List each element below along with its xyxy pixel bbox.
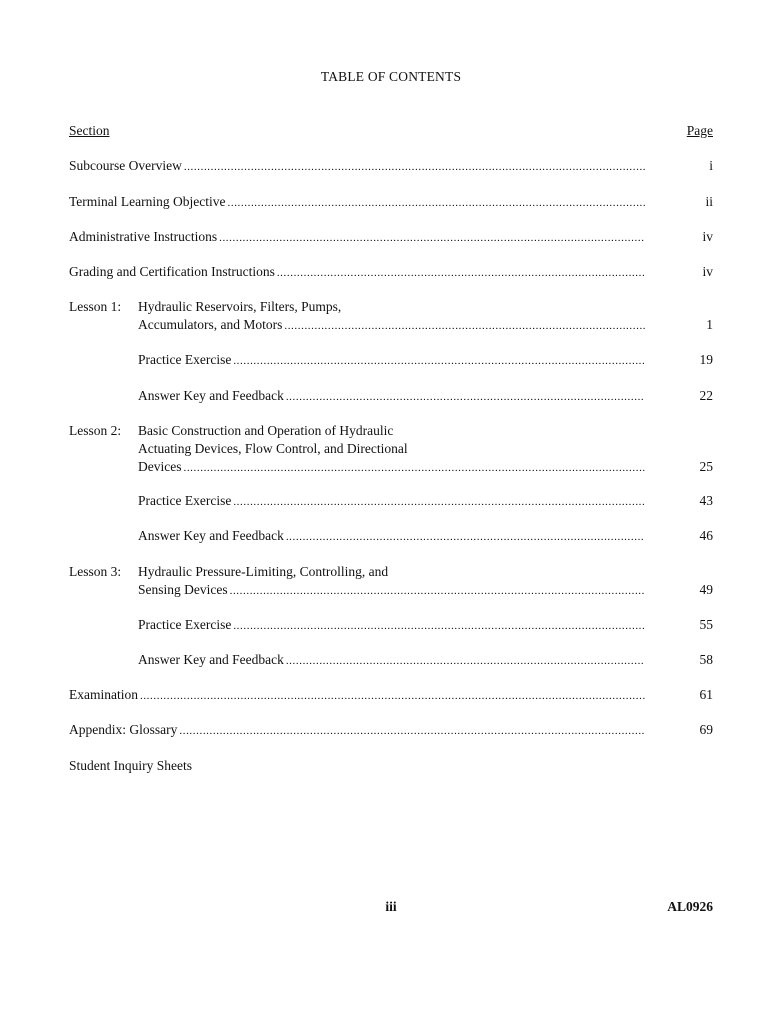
- toc-entry-tlo[interactable]: [69, 193, 713, 211]
- toc-entry-grading[interactable]: [69, 263, 713, 281]
- page-title: TABLE OF CONTENTS: [320, 69, 462, 84]
- dot-leader: [217, 229, 645, 247]
- dot-leader: [138, 687, 645, 705]
- toc-entry-text: Practice Exercise: [138, 493, 232, 508]
- toc-entry-text: Subcourse Overview: [69, 158, 182, 173]
- dot-leader: [228, 582, 645, 600]
- toc-entry-text: Answer Key and Feedback: [138, 388, 284, 403]
- toc-entry-overview[interactable]: [69, 157, 713, 175]
- lesson-title-line: Sensing Devices: [138, 582, 228, 597]
- toc-entry-lesson-2-answer[interactable]: [69, 527, 713, 545]
- lesson-label: Lesson 2:: [69, 423, 122, 438]
- toc-entry-text: Terminal Learning Objective: [69, 194, 226, 209]
- toc-entry-text: Examination: [69, 687, 138, 702]
- dot-leader: [231, 352, 645, 370]
- toc-entry-text: Appendix: Glossary: [69, 722, 178, 737]
- page-column-header: Page: [686, 123, 713, 138]
- toc-entry-lesson-3-practice[interactable]: [69, 616, 713, 634]
- lesson-label: Lesson 1:: [69, 299, 122, 314]
- dot-leader: [284, 388, 645, 406]
- toc-entry-text: Grading and Certification Instructions: [69, 264, 275, 279]
- dot-leader: [182, 158, 645, 176]
- toc-page-number: 49: [699, 582, 713, 597]
- toc-entry-text: Student Inquiry Sheets: [69, 758, 192, 773]
- section-column-header: Section: [69, 123, 110, 138]
- lesson-title-line: Devices: [138, 459, 182, 474]
- toc-page-number: 22: [699, 388, 713, 403]
- toc-page-number: 58: [699, 652, 713, 667]
- lesson-title-line: Hydraulic Reservoirs, Filters, Pumps,: [138, 299, 342, 314]
- toc-entry-lesson-2-practice[interactable]: [69, 492, 713, 510]
- toc-entry-admin[interactable]: [69, 228, 713, 246]
- footer-page-number: iii: [385, 899, 397, 914]
- toc-entry-lesson-3-answer[interactable]: [69, 651, 713, 669]
- dot-leader: [231, 617, 645, 635]
- dot-leader: [275, 264, 645, 282]
- toc-page-number: iv: [702, 264, 713, 279]
- footer-course-code: AL0926: [667, 899, 713, 914]
- dot-leader: [181, 459, 645, 477]
- toc-page-number: iv: [702, 229, 713, 244]
- toc-page-number: 61: [699, 687, 713, 702]
- toc-entry-lesson-3[interactable]: [69, 563, 713, 599]
- toc-entry-text: Practice Exercise: [138, 617, 232, 632]
- dot-leader: [284, 528, 645, 546]
- toc-entry-lesson-1[interactable]: [69, 298, 713, 334]
- toc-page-number: 55: [699, 617, 713, 632]
- toc-page-number: 1: [706, 317, 713, 332]
- toc-page-number: 25: [699, 459, 713, 474]
- toc-entry-text: Practice Exercise: [138, 352, 232, 367]
- toc-page-number: 69: [699, 722, 713, 737]
- toc-page-number: i: [709, 158, 713, 173]
- dot-leader: [177, 722, 645, 740]
- lesson-title-line: Hydraulic Pressure-Limiting, Controlling, and: [138, 564, 389, 579]
- toc-entry-examination[interactable]: [69, 686, 713, 704]
- lesson-title-line: Accumulators, and Motors: [138, 317, 283, 332]
- toc-entry-lesson-1-practice[interactable]: [69, 351, 713, 369]
- lesson-label: Lesson 3:: [69, 564, 122, 579]
- dot-leader: [226, 194, 646, 212]
- toc-page-number: 19: [699, 352, 713, 367]
- toc-page-number: 43: [699, 493, 713, 508]
- lesson-title-line: Actuating Devices, Flow Control, and Directional: [138, 441, 408, 456]
- toc-entry-inquiry[interactable]: [69, 757, 713, 775]
- lesson-title-line: Basic Construction and Operation of Hydraulic: [138, 423, 394, 438]
- toc-entry-lesson-2[interactable]: [69, 422, 713, 476]
- toc-entry-text: Administrative Instructions: [69, 229, 218, 244]
- toc-page-number: ii: [705, 194, 713, 209]
- toc-page-number: 46: [699, 528, 713, 543]
- toc-entry-text: Answer Key and Feedback: [138, 528, 284, 543]
- dot-leader: [282, 317, 645, 335]
- toc-entry-text: Answer Key and Feedback: [138, 652, 284, 667]
- dot-leader: [231, 493, 645, 511]
- toc-entry-lesson-1-answer[interactable]: [69, 387, 713, 405]
- toc-entry-appendix[interactable]: [69, 721, 713, 739]
- dot-leader: [284, 652, 645, 670]
